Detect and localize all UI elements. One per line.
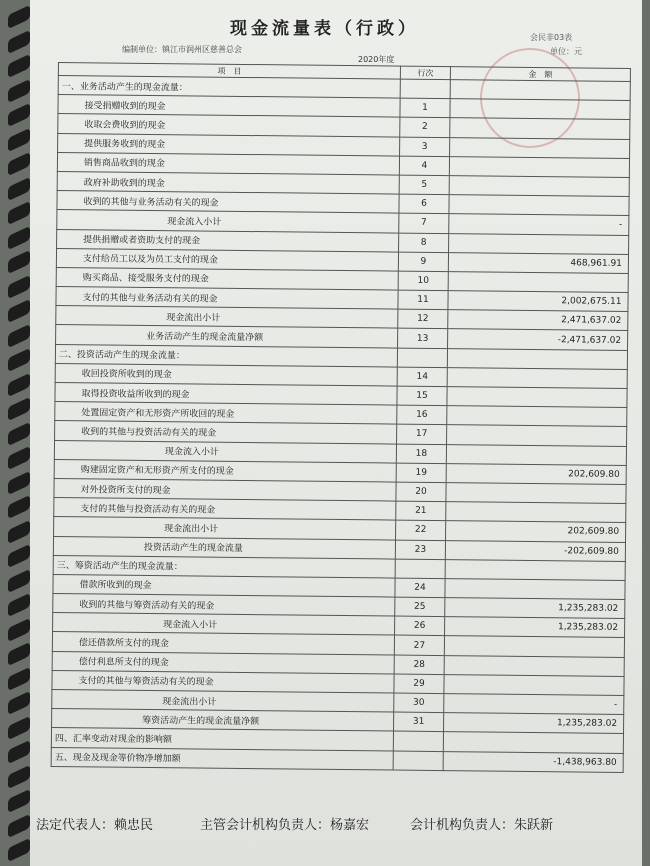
- row-amount: 2,471,637.02: [448, 310, 628, 331]
- row-line: 25: [395, 597, 445, 617]
- row-line: 5: [399, 175, 449, 195]
- row-line: 28: [394, 655, 444, 675]
- row-line: 22: [396, 520, 446, 540]
- row-line: 17: [397, 424, 447, 444]
- binding-ring: [8, 593, 30, 617]
- binding-ring: [8, 103, 30, 127]
- row-amount: 1,235,283.02: [445, 617, 625, 638]
- binding-ring: [8, 495, 30, 519]
- row-amount: [449, 233, 629, 254]
- row-amount: [444, 636, 624, 657]
- binding-ring: [8, 397, 30, 421]
- row-amount: [447, 425, 627, 446]
- binding-ring: [8, 642, 30, 666]
- binding-ring: [8, 715, 30, 739]
- row-label: 提供捐赠或者资助支付的现金: [57, 229, 399, 252]
- row-label: 购建固定资产和无形资产所支付的现金: [54, 459, 396, 482]
- row-amount: [449, 176, 629, 197]
- row-amount: 202,609.80: [446, 521, 626, 542]
- binding-ring: [8, 225, 30, 249]
- row-line: 21: [396, 501, 446, 521]
- row-line: 20: [396, 482, 446, 502]
- row-amount: [446, 483, 626, 504]
- binding-ring: [8, 54, 30, 78]
- row-label: 一、业务活动产生的现金流量：: [58, 76, 400, 99]
- row-line: 24: [395, 578, 445, 598]
- row-label: 业务活动产生的现金流量净额: [56, 325, 398, 348]
- row-amount: 202,609.80: [446, 463, 626, 484]
- row-line: 3: [400, 137, 450, 157]
- accounting-dept-head: 会计机构负责人：朱跃新: [410, 818, 554, 833]
- binding-ring: [8, 152, 30, 176]
- row-amount: [449, 156, 629, 177]
- currency-unit: 单位：元: [550, 47, 582, 56]
- header-amount: 金 额: [450, 67, 630, 82]
- binding-ring: [8, 813, 30, 837]
- row-amount: [446, 502, 626, 523]
- page-title: 现金流量表（行政）: [230, 19, 419, 39]
- row-amount: [449, 195, 629, 216]
- binding-ring: [8, 29, 30, 53]
- row-line: 31: [394, 712, 444, 732]
- row-amount: [444, 674, 624, 695]
- row-line: 4: [399, 156, 449, 176]
- row-label: 现金流出小计: [52, 689, 394, 712]
- row-amount: 1,235,283.02: [445, 598, 625, 619]
- row-amount: [446, 444, 626, 465]
- row-label: 偿还借款所支付的现金: [52, 632, 394, 655]
- row-label: 收到的其他与筹资活动有关的现金: [53, 594, 395, 617]
- row-label: 销售商品收到的现金: [57, 152, 399, 175]
- row-label: 现金流入小计: [54, 440, 396, 463]
- row-line: 12: [398, 309, 448, 329]
- row-amount: [447, 387, 627, 408]
- row-label: 政府补助收到的现金: [57, 171, 399, 194]
- row-label: 三、筹资活动产生的现金流量：: [53, 555, 395, 578]
- row-label: 投资活动产生的现金流量: [53, 536, 395, 559]
- row-line: 9: [398, 252, 448, 272]
- binding-ring: [8, 421, 30, 445]
- row-label: 二、投资活动产生的现金流量：: [55, 344, 397, 367]
- binding-ring: [8, 372, 30, 396]
- header-item: 项 目: [58, 63, 400, 80]
- row-line: [393, 731, 443, 751]
- row-label: 处置固定资产和无形资产所收回的现金: [55, 402, 397, 425]
- row-line: [395, 559, 445, 579]
- legal-representative: 法定代表人：赖忠民: [36, 818, 154, 833]
- row-line: 26: [395, 616, 445, 636]
- row-amount: [444, 655, 624, 676]
- form-number: 会民非03表: [530, 33, 573, 42]
- row-amount: [447, 406, 627, 427]
- binding-ring: [8, 299, 30, 323]
- row-line: 29: [394, 674, 444, 694]
- row-label: 支付的其他与投资活动有关的现金: [54, 498, 396, 521]
- binding-ring: [8, 617, 30, 641]
- row-line: 19: [396, 463, 446, 483]
- row-label: 取得投资收益所收到的现金: [55, 382, 397, 405]
- row-line: 14: [397, 367, 447, 387]
- binding-ring: [8, 201, 30, 225]
- row-line: 23: [395, 540, 445, 560]
- row-label: 对外投资所支付的现金: [54, 478, 396, 501]
- row-amount: 468,961.91: [448, 252, 628, 273]
- row-label: 收取会费收到的现金: [58, 114, 400, 137]
- binding-ring: [8, 568, 30, 592]
- row-line: 16: [397, 405, 447, 425]
- row-line: [393, 751, 443, 771]
- binding-ring: [8, 544, 30, 568]
- row-amount: -: [444, 694, 624, 715]
- row-amount: -1,438,963.80: [443, 751, 623, 772]
- row-line: [397, 348, 447, 368]
- row-label: 筹资活动产生的现金流量净额: [52, 709, 394, 732]
- binding-ring: [8, 323, 30, 347]
- binding-ring: [8, 740, 30, 764]
- row-amount: 1,235,283.02: [444, 713, 624, 734]
- row-amount: -: [449, 214, 629, 235]
- binding-ring: [8, 5, 30, 29]
- row-amount: [450, 80, 630, 101]
- header-line: 行次: [400, 66, 450, 80]
- row-amount: [447, 367, 627, 388]
- row-amount: -2,471,637.02: [448, 329, 628, 350]
- binding-ring: [8, 78, 30, 102]
- row-line: 15: [397, 386, 447, 406]
- binding-ring: [8, 838, 30, 862]
- row-line: 11: [398, 290, 448, 310]
- reporting-org: 编制单位：镇江市润州区慈善总会: [122, 45, 242, 54]
- cash-flow-table: [51, 62, 631, 773]
- binding-ring: [8, 666, 30, 690]
- row-label: 支付给员工以及为员工支付的现金: [56, 248, 398, 271]
- binding-ring: [8, 519, 30, 543]
- row-amount: [450, 99, 630, 120]
- row-label: 接受捐赠收到的现金: [58, 95, 400, 118]
- row-amount: [450, 137, 630, 158]
- row-amount: [450, 118, 630, 139]
- row-line: 2: [400, 117, 450, 137]
- row-label: 五、现金及现金等价物净增加额: [51, 747, 393, 770]
- row-line: 30: [394, 693, 444, 713]
- row-label: 现金流出小计: [54, 517, 396, 540]
- row-label: 现金流入小计: [53, 613, 395, 636]
- row-amount: [447, 348, 627, 369]
- row-label: 支付的其他与业务活动有关的现金: [56, 287, 398, 310]
- row-line: 13: [398, 329, 448, 349]
- row-amount: -202,609.80: [445, 540, 625, 561]
- report-year: 2020年度: [358, 55, 395, 64]
- row-amount: 2,002,675.11: [448, 291, 628, 312]
- row-line: 8: [399, 233, 449, 253]
- row-label: 现金流出小计: [56, 306, 398, 329]
- binding-ring: [8, 691, 30, 715]
- binding-ring: [8, 250, 30, 274]
- row-line: 18: [396, 444, 446, 464]
- row-label: 四、汇率变动对现金的影响额: [51, 728, 393, 751]
- row-line: 10: [398, 271, 448, 291]
- row-label: 支付的其他与筹资活动有关的现金: [52, 670, 394, 693]
- binding-ring: [8, 764, 30, 788]
- row-label: 偿付利息所支付的现金: [52, 651, 394, 674]
- row-label: 购买商品、接受服务支付的现金: [56, 267, 398, 290]
- binding-ring: [8, 274, 30, 298]
- binding-ring: [8, 348, 30, 372]
- row-amount: [445, 559, 625, 580]
- row-label: 收回投资所收到的现金: [55, 363, 397, 386]
- row-line: 6: [399, 194, 449, 214]
- row-label: 收到的其他与投资活动有关的现金: [55, 421, 397, 444]
- binding-ring: [8, 127, 30, 151]
- row-amount: [445, 578, 625, 599]
- binding-ring: [8, 789, 30, 813]
- row-line: 27: [394, 635, 444, 655]
- binding-ring: [8, 176, 30, 200]
- row-amount: [443, 732, 623, 753]
- row-line: 1: [400, 98, 450, 118]
- accounting-supervisor: 主管会计机构负责人：杨嘉宏: [200, 818, 370, 833]
- binding-ring: [8, 470, 30, 494]
- row-label: 借款所收到的现金: [53, 574, 395, 597]
- row-label: 现金流入小计: [57, 210, 399, 233]
- row-label: 收到的其他与业务活动有关的现金: [57, 191, 399, 214]
- binding-ring: [8, 446, 30, 470]
- row-label: 提供服务收到的现金: [58, 133, 400, 156]
- row-line: [400, 79, 450, 99]
- row-amount: [448, 271, 628, 292]
- row-line: 7: [399, 213, 449, 233]
